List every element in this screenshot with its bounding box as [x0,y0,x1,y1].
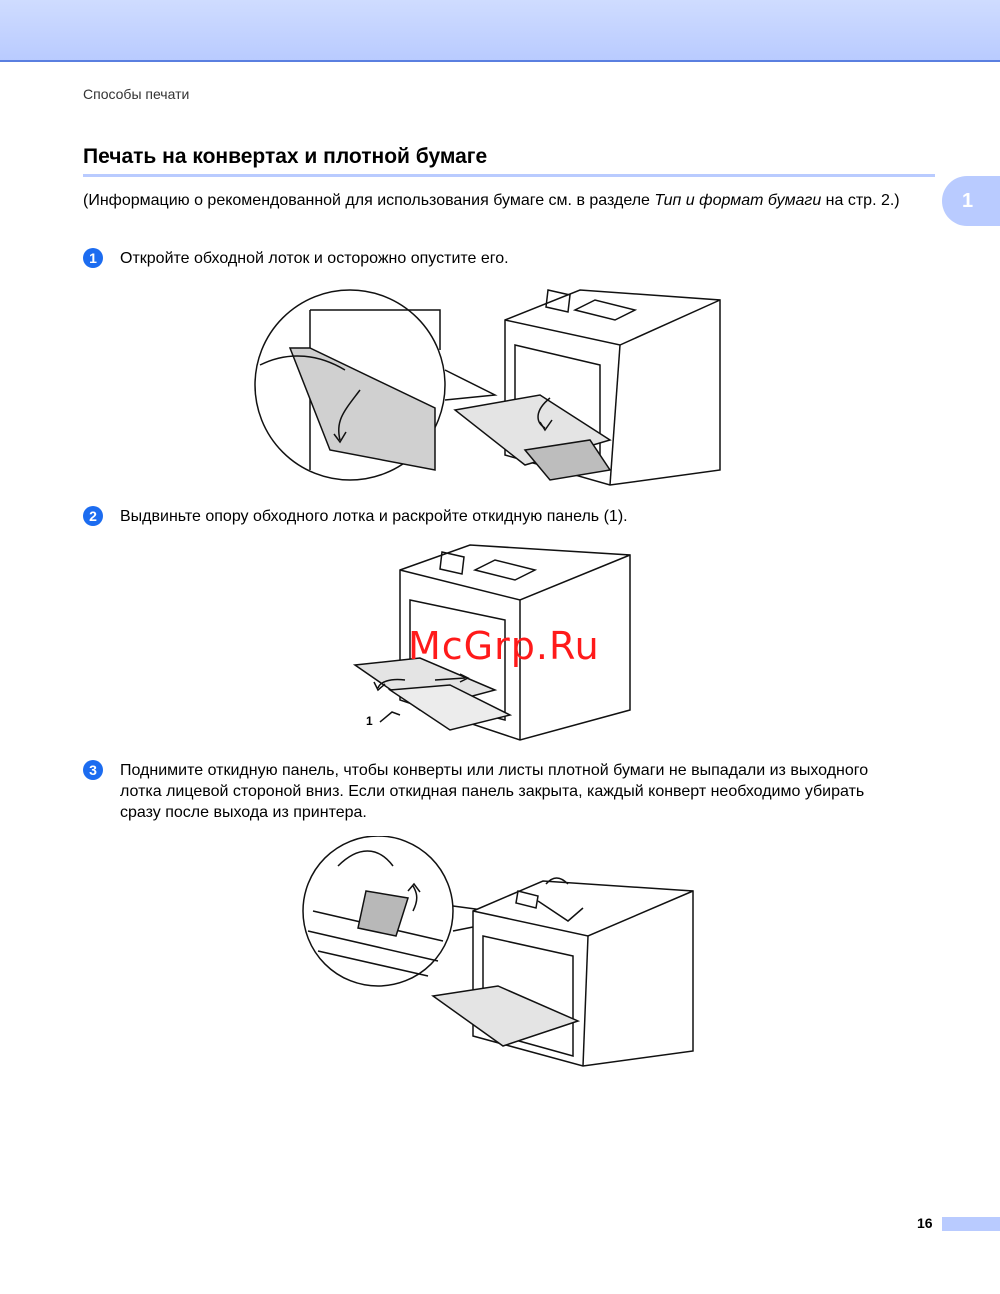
intro-paragraph [83,190,933,211]
breadcrumb: Способы печати [83,86,190,102]
printer-illustration-3 [298,836,698,1071]
page-number: 16 [917,1215,933,1231]
step-number-badge: 1 [83,248,103,268]
intro-link[interactable]: Тип и формат бумаги [654,192,822,209]
step-number-badge: 2 [83,506,103,526]
intro-suffix: на стр. 2.) [821,192,900,209]
chapter-number: 1 [962,189,974,212]
step-text: Выдвиньте опору обходного лотка и раскройте откидную панель (1). [120,508,628,525]
figure-open-mp-tray [250,270,750,500]
step-2 [83,506,943,527]
page-tab [942,1217,1000,1231]
step-text: Откройте обходной лоток и осторожно опустите его. [120,250,509,267]
chapter-tab [942,176,1000,226]
top-band [0,0,1000,62]
printer-illustration-1 [250,270,750,500]
step-3 [83,760,943,823]
intro-prefix: (Информацию о рекомендованной для использования бумаге см. в разделе [83,192,655,209]
section-title: Печать на конвертах и плотной бумаге [83,145,488,168]
figure-lift-flap [298,836,698,1071]
step-number-badge: 3 [83,760,103,780]
step-1 [83,248,943,269]
watermark: McGrp.Ru [408,624,600,668]
callout-label: 1 [366,714,373,728]
title-rule [83,174,935,177]
step-text: Поднимите откидную панель, чтобы конверты или листы плотной бумаги не выпадали из выходного лотка лицевой стороной вниз. Если откидная панель закрыта, каждый конверт необходимо убирать сразу после выхода из принтера. [120,762,869,821]
